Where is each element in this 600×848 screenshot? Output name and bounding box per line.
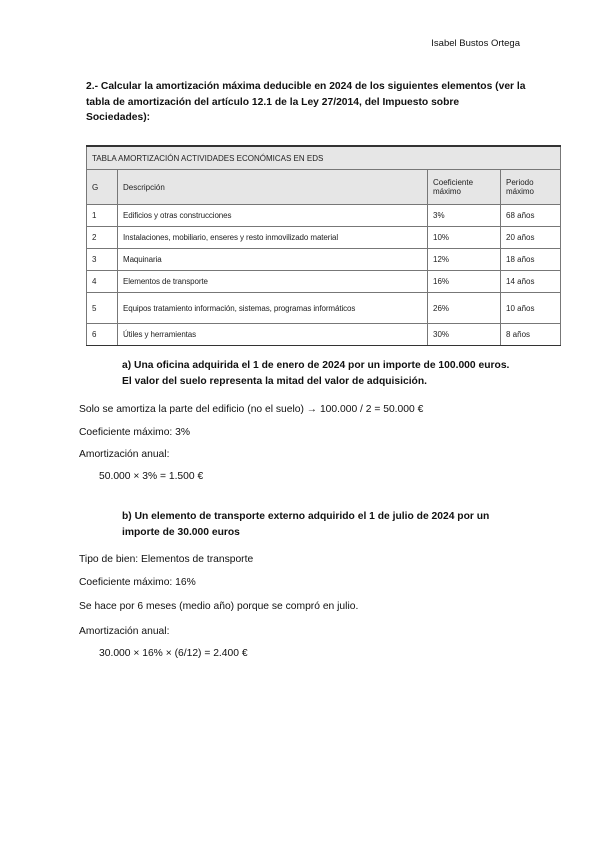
cell-description: Maquinaria (118, 249, 428, 271)
cell-description: Útiles y herramientas (118, 324, 428, 346)
cell-period: 68 años (501, 205, 561, 227)
table-row (87, 271, 561, 293)
part-b-line-4: Amortización anual: (79, 626, 170, 637)
question-text: 2.- Calcular la amortización máxima deducible en 2024 de los siguientes elementos (ver la tabla de amortización del artículo 12.1 de la Ley 27/2014, del Impuesto sobre Sociedades): (86, 81, 526, 123)
cell-g: 4 (87, 271, 118, 293)
part-b-heading: b) Un elemento de transporte externo adquirido el 1 de julio de 2024 por un importe de 30.000 euros (122, 511, 490, 538)
table-row (87, 249, 561, 271)
cell-coefficient: 26% (428, 293, 501, 324)
author-name: Isabel Bustos Ortega (431, 38, 520, 49)
cell-description: Instalaciones, mobiliario, enseres y resto inmovilizado material (118, 227, 428, 249)
table-row (87, 205, 561, 227)
cell-coefficient: 12% (428, 249, 501, 271)
header-period: Periodo máximo (501, 170, 561, 205)
part-b-line-2: Coeficiente máximo: 16% (79, 577, 196, 588)
cell-g: 2 (87, 227, 118, 249)
cell-period: 14 años (501, 271, 561, 293)
part-a-line-2: Coeficiente máximo: 3% (79, 427, 191, 438)
cell-coefficient: 16% (428, 271, 501, 293)
header-coefficient: Coeficiente máximo (428, 170, 501, 205)
part-b-calculation: 30.000 × 16% × (6/12) = 2.400 € (99, 648, 248, 659)
table-title-row (87, 146, 561, 170)
cell-coefficient: 10% (428, 227, 501, 249)
cell-period: 20 años (501, 227, 561, 249)
cell-g: 1 (87, 205, 118, 227)
cell-description: Equipos tratamiento información, sistemas, programas informáticos (118, 293, 428, 324)
table-row (87, 227, 561, 249)
part-a-line-1: Solo se amortiza la parte del edificio (no el suelo) → 100.000 / 2 = 50.000 € (79, 404, 424, 415)
cell-g: 6 (87, 324, 118, 346)
cell-g: 5 (87, 293, 118, 324)
cell-description: Elementos de transporte (118, 271, 428, 293)
cell-g: 3 (87, 249, 118, 271)
part-b-line-1: Tipo de bien: Elementos de transporte (79, 554, 254, 565)
cell-description: Edificios y otras construcciones (118, 205, 428, 227)
cell-coefficient: 3% (428, 205, 501, 227)
table-header-row (87, 170, 561, 205)
cell-period: 10 años (501, 293, 561, 324)
amortization-table (86, 145, 561, 346)
part-a-line-3: Amortización anual: (79, 449, 170, 460)
cell-coefficient: 30% (428, 324, 501, 346)
table-row (87, 293, 561, 324)
part-b-line-3: Se hace por 6 meses (medio año) porque se compró en julio. (79, 601, 359, 612)
part-a-heading: a) Una oficina adquirida el 1 de enero de 2024 por un importe de 100.000 euros. El valor del suelo representa la mitad del valor de adquisición. (122, 360, 510, 387)
cell-period: 18 años (501, 249, 561, 271)
header-description: Descripción (118, 170, 428, 205)
table-row (87, 324, 561, 346)
cell-period: 8 años (501, 324, 561, 346)
part-a-calculation: 50.000 × 3% = 1.500 € (99, 471, 204, 482)
header-g: G (87, 170, 118, 205)
table-title: TABLA AMORTIZACIÓN ACTIVIDADES ECONÓMICAS EN EDS (87, 146, 561, 170)
